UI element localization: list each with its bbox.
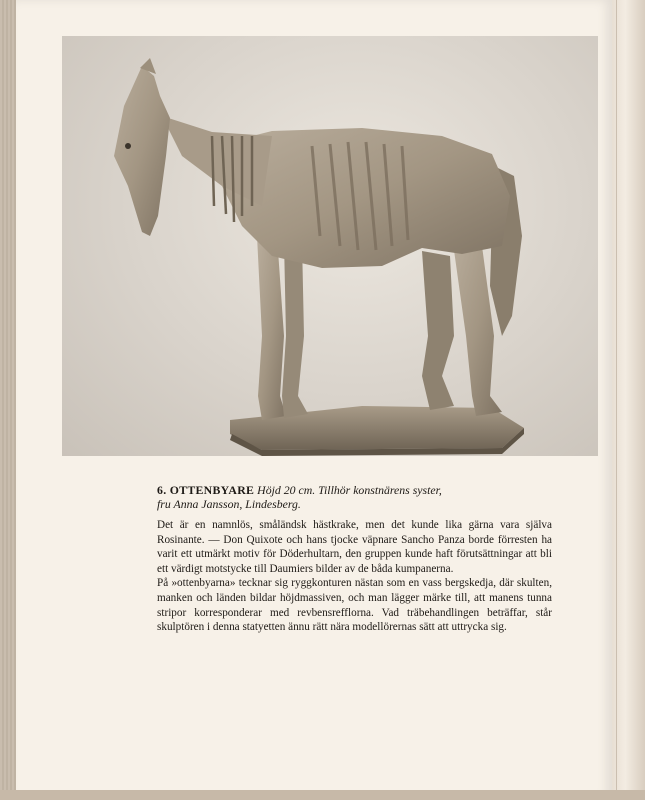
horse-front-leg xyxy=(257,236,286,420)
body-text xyxy=(157,518,552,635)
figure-caption xyxy=(157,483,552,511)
caption-meta: Höjd 20 cm. Tillhör konstnärens syster, xyxy=(257,483,442,497)
paragraph-2: På »ottenbyarna» tecknar sig ryggkonturen nästan som en vass bergskedja, där skulten, manken och länden bildar höjdmassiven, och man lägger märke till, att manens tunna stripor korresponderar med revbensrefflorna. Vad träbehandlingen beträffar, står skulptören i denna statyetten ännu rätt nära modellörernas sätt att uttrycka sig. xyxy=(157,577,552,634)
paragraph-1: Det är en namnlös, småländsk hästkrake, men det kunde lika gärna vara själva Rosinante. — Don Quixote och hans tjocke väpnare Sancho Panza borde förresten ha varit ett utmärkt motiv för Döderhultarn, den gruppen kunde haft förutsättningar att bli ett värdigt motstycke till Daumiers bilder av de båda kumpanerna. xyxy=(157,519,552,575)
page-stack-edge xyxy=(612,0,645,800)
caption-title: 6. OTTENBYARE xyxy=(157,483,255,497)
horse-neck xyxy=(162,116,272,206)
book-bottom-edge xyxy=(0,790,645,800)
caption-owner: fru Anna Jansson, Lindesberg. xyxy=(157,497,301,511)
horse-head xyxy=(114,66,170,236)
sculpture-photograph xyxy=(62,36,598,456)
